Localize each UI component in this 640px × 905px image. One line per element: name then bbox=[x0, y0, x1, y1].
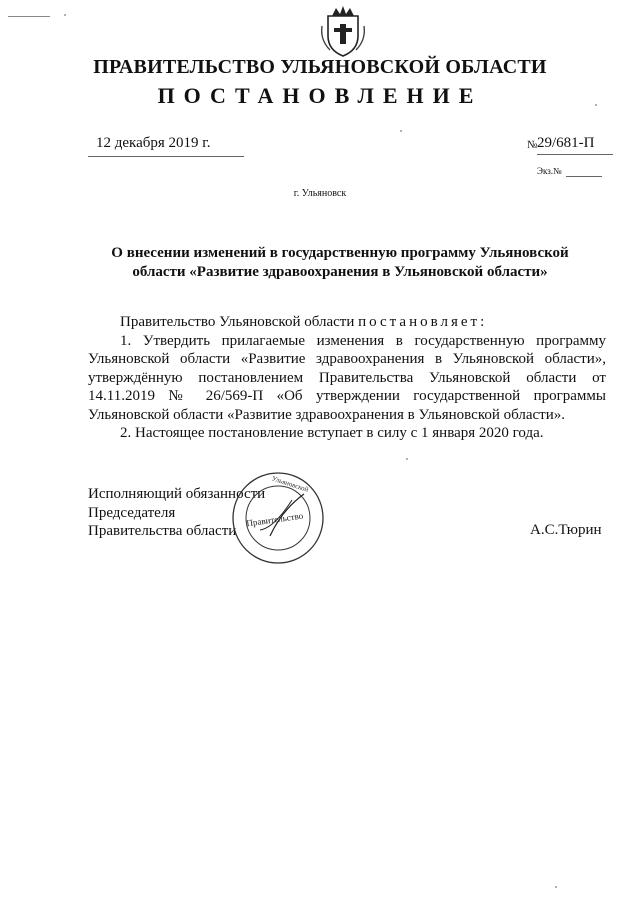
intro-lead: Правительство Ульяновской области bbox=[120, 314, 359, 330]
document-number: 29/681-П bbox=[537, 135, 595, 151]
document-type-title: ПОСТАНОВЛЕНИЕ bbox=[157, 83, 483, 108]
svg-text:Ульяновской: Ульяновской bbox=[270, 474, 310, 494]
scan-speck bbox=[595, 104, 597, 106]
government-title: ПРАВИТЕЛЬСТВО УЛЬЯНОВСКОЙ ОБЛАСТИ bbox=[93, 56, 547, 78]
document-subject bbox=[90, 244, 590, 282]
date-underline bbox=[88, 156, 244, 157]
signer-position-line-2: Председателя bbox=[88, 504, 176, 521]
document-date: 12 декабря 2019 г. bbox=[96, 135, 211, 151]
item-2-paragraph: 2. Настоящее постановление вступает в силу с 1 января 2020 года. bbox=[120, 425, 544, 441]
scan-speck bbox=[64, 14, 66, 16]
subject-line-1: О внесении изменений в государственную программу Ульяновской bbox=[111, 245, 569, 261]
item-1-paragraph: 1. Утвердить прилагаемые изменения в государственную программу Ульяновской области «Развитие здравоохранения в Ульяновской области», утверждённую постановлением Правительства Ульяновской области от 14.11.2019 № 26/569-П «Об утверждении государственной программы Ульяновской области «Развитие здравоохранения в Ульяновской области». bbox=[88, 332, 606, 423]
city-name: г. Ульяновск bbox=[293, 188, 347, 199]
scan-speck bbox=[555, 886, 557, 888]
signer-name: А.С.Тюрин bbox=[530, 522, 602, 538]
number-underline bbox=[537, 154, 613, 155]
coat-of-arms-icon bbox=[318, 6, 368, 58]
corner-mark bbox=[8, 16, 50, 17]
scan-speck bbox=[406, 458, 408, 460]
signer-position-line-3: Правительства области bbox=[88, 523, 237, 539]
scan-speck bbox=[400, 130, 402, 132]
subject-line-2: области «Развитие здравоохранения в Ульяновской области» bbox=[132, 264, 548, 280]
svg-text:Правительство: Правительство bbox=[245, 510, 304, 529]
copy-number-underline bbox=[566, 176, 602, 177]
number-sign: № bbox=[527, 139, 538, 151]
intro-paragraph bbox=[88, 313, 606, 332]
official-seal-icon bbox=[230, 470, 326, 566]
intro-verb: постановляет: bbox=[358, 314, 488, 330]
copy-number-label: Экз.№ bbox=[537, 166, 562, 176]
document-body bbox=[88, 313, 606, 443]
signer-position-line-1: Исполняющий обязанности bbox=[88, 486, 266, 502]
